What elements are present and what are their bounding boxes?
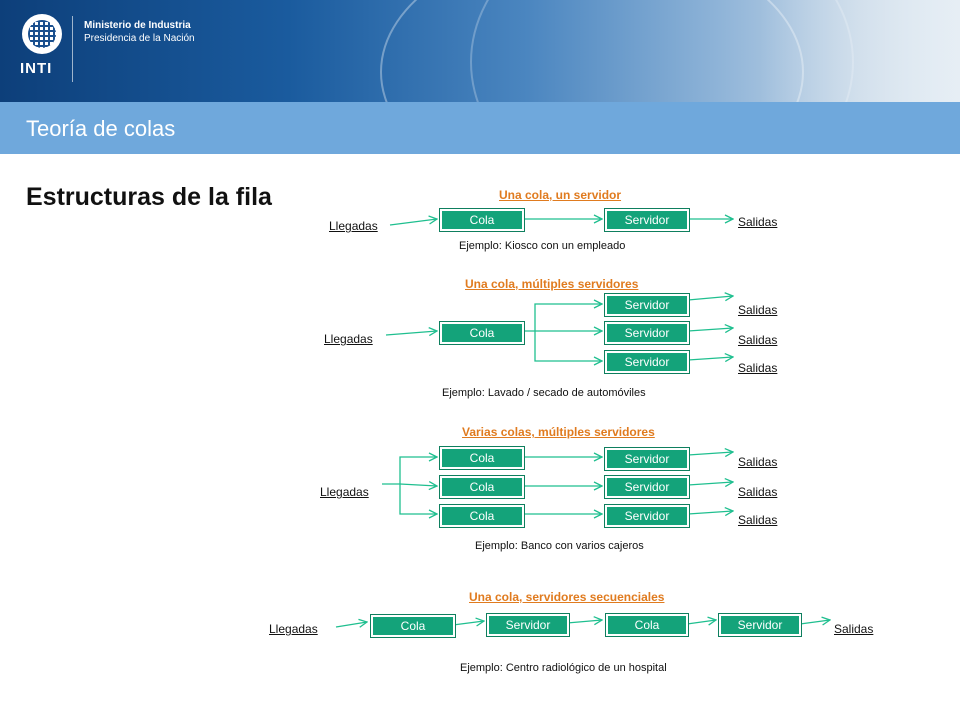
- ministry-line2: Presidencia de la Nación: [84, 33, 195, 44]
- section-title-single-queue-single-server: Una cola, un servidor: [499, 188, 622, 202]
- arrow-branch-bottom: [400, 484, 437, 514]
- arrow-arrivals: [336, 622, 367, 627]
- queue-box: Cola: [440, 476, 524, 498]
- server-box: Servidor: [605, 294, 689, 316]
- server-box: Servidor: [719, 614, 801, 636]
- server-box: Servidor: [605, 448, 689, 470]
- arrow-arrivals: [386, 331, 437, 335]
- arrow-arrivals: [390, 219, 437, 225]
- arrow-branch-mid: [400, 484, 437, 486]
- arrow-branch-top: [521, 304, 602, 331]
- ministry-line1: Ministerio de Industria: [84, 20, 191, 31]
- arrow-stage: [567, 620, 602, 623]
- section-title-single-queue-multi-server: Una cola, múltiples servidores: [465, 277, 639, 291]
- outputs-label: Salidas: [738, 303, 778, 317]
- arrow-output: [688, 357, 733, 360]
- example-text: Ejemplo: Kiosco con un empleado: [459, 240, 626, 252]
- queue-box: Cola: [440, 447, 524, 469]
- queue-box: Cola: [440, 209, 524, 231]
- arrow-output: [688, 452, 733, 455]
- arrivals-label: Llegadas: [320, 485, 369, 499]
- outputs-label: Salidas: [738, 485, 778, 499]
- arrow-branch-bottom: [535, 331, 602, 361]
- outputs-label: Salidas: [738, 455, 778, 469]
- arrow-output: [688, 511, 733, 514]
- arrow-output: [688, 296, 733, 300]
- example-text: Ejemplo: Lavado / secado de automóviles: [442, 387, 646, 399]
- outputs-label: Salidas: [738, 513, 778, 527]
- arrow-output: [688, 328, 733, 331]
- arrow-stage: [453, 621, 484, 625]
- logo-text: INTI: [20, 60, 53, 77]
- arrivals-label: Llegadas: [269, 622, 318, 636]
- outputs-label: Salidas: [738, 333, 778, 347]
- arrow-output: [800, 620, 830, 624]
- arrivals-label: Llegadas: [329, 219, 378, 233]
- outputs-label: Salidas: [738, 361, 778, 375]
- queue-box: Cola: [371, 615, 455, 637]
- server-box: Servidor: [605, 322, 689, 344]
- arrivals-label: Llegadas: [324, 332, 373, 346]
- example-text: Ejemplo: Centro radiológico de un hospital: [460, 662, 667, 674]
- arrow-branch-top: [400, 457, 437, 484]
- arrow-output: [688, 482, 733, 485]
- outputs-label: Salidas: [834, 622, 874, 636]
- server-box: Servidor: [605, 209, 689, 231]
- server-box: Servidor: [605, 476, 689, 498]
- page-title: Estructuras de la fila: [26, 183, 272, 211]
- server-box: Servidor: [487, 614, 569, 636]
- example-text: Ejemplo: Banco con varios cajeros: [475, 540, 644, 552]
- server-box: Servidor: [605, 351, 689, 373]
- slide-section-title: Teoría de colas: [26, 116, 176, 141]
- arrow-stage: [687, 620, 716, 624]
- queue-box: Cola: [440, 322, 524, 344]
- queue-box: Cola: [440, 505, 524, 527]
- section-title-multi-queue-multi-server: Varias colas, múltiples servidores: [462, 425, 655, 439]
- outputs-label: Salidas: [738, 215, 778, 229]
- section-title-sequential-servers: Una cola, servidores secuenciales: [469, 590, 665, 604]
- server-box: Servidor: [605, 505, 689, 527]
- queue-box: Cola: [606, 614, 688, 636]
